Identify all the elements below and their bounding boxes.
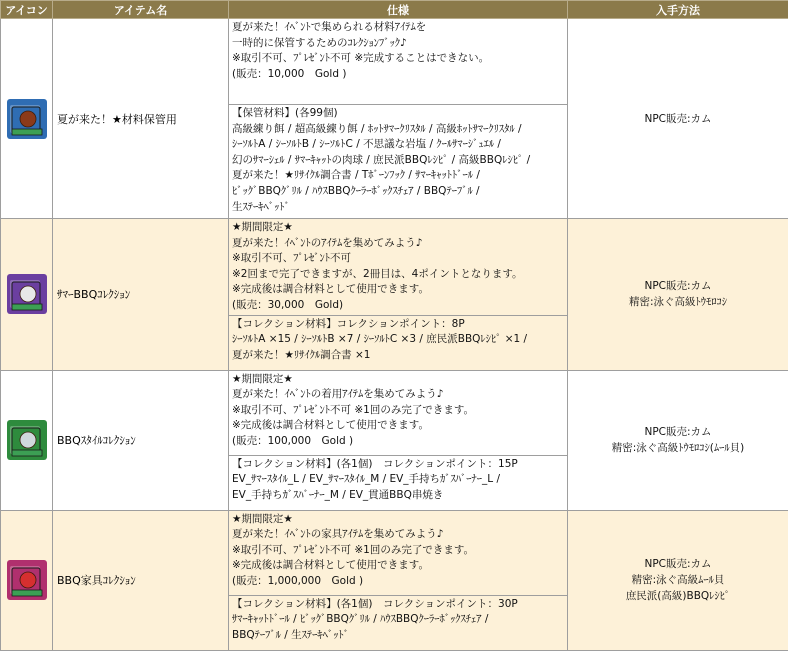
icon-cell <box>1 370 53 510</box>
item-name: ｻﾏｰBBQｺﾚｸｼｮﾝ <box>53 219 229 371</box>
spec-line: BBQﾃｰﾌﾞﾙ / 生ｽﾃｰｷﾍﾞｯﾄﾞ <box>232 628 564 644</box>
spec-line: ※取引不可、ﾌﾟﾚｾﾞﾝﾄ不可 ※1回のみ完了できます。 <box>232 403 564 419</box>
spec-line: ｼｰｿﾙﾄA ×15 / ｼｰｿﾙﾄB ×7 / ｼｰｿﾙﾄC ×3 / 庶民派BBQﾚｼﾋﾟ ×1 / <box>232 332 564 348</box>
spec-line: 生ｽﾃｰｷﾍﾞｯﾄﾞ <box>232 200 564 216</box>
obtain-line: NPC販売:カム <box>568 111 788 127</box>
table-row <box>1 510 788 595</box>
spec-line: EV_手持ちｶﾞｽﾊﾞｰﾅｰ_M / EV_貫通BBQ串焼き <box>232 488 564 504</box>
spec-line: ※取引不可、ﾌﾟﾚｾﾞﾝﾄ不可 ※1回のみ完了できます。 <box>232 543 564 559</box>
spec-line: 夏が来た！★ﾘｻｲｸﾙ調合書 / Tﾎﾞｰﾝﾌｯｸ / ｻﾏｰｷｬｯﾄﾄﾞｰﾙ / <box>232 168 564 184</box>
spec-line: 高級練り餌 / 超高級練り餌 / ﾎｯﾄｻﾏｰｸﾘｽﾀﾙ / 高級ﾎｯﾄｻﾏｰｸﾘｽﾀﾙ / <box>232 122 564 138</box>
spec-materials <box>229 595 568 650</box>
spec-line: ※完成後は調合材料として使用できます。 <box>232 558 564 574</box>
icon-cell <box>1 19 53 219</box>
header-icon: アイコン <box>1 1 53 19</box>
spec-materials <box>229 105 568 219</box>
obtain-line: NPC販売:カム <box>568 278 788 294</box>
obtain-method <box>568 510 788 650</box>
spec-line: 幻のｻﾏｰｼｪﾙ / ｻﾏｰｷｬｯﾄの肉球 / 庶民派BBQﾚｼﾋﾟ / 高級BBQﾚｼﾋﾟ / <box>232 153 564 169</box>
spec-materials <box>229 315 568 370</box>
spec-line: ※取引不可、ﾌﾟﾚｾﾞﾝﾄ不可 <box>232 251 564 267</box>
spec-line: ※2回まで完了できますが、2冊目は、4ポイントとなります。 <box>232 267 564 283</box>
spec-line: ﾋﾞｯｸﾞBBQｸﾞﾘﾙ / ﾊｳｽBBQｸｰﾗｰﾎﾞｯｸｽﾁｪｱ / BBQﾃｰﾌﾞﾙ / <box>232 184 564 200</box>
spec-line: 夏が来た！ｲﾍﾞﾝﾄの家具ｱｲﾃﾑを集めてみよう♪ <box>232 527 564 543</box>
magenta-book-icon <box>7 560 47 600</box>
header-name: アイテム名 <box>53 1 229 19</box>
spec-line: 夏が来た！★ﾘｻｲｸﾙ調合書 ×1 <box>232 348 564 364</box>
table-row <box>1 219 788 316</box>
spec-description <box>229 370 568 455</box>
spec-line: ｼｰｿﾙﾄA / ｼｰｿﾙﾄB / ｼｰｿﾙﾄC / 不思議な岩塩 / ｸｰﾙｻﾏｰｼﾞｭｴﾙ / <box>232 137 564 153</box>
spec-line: 夏が来た！ｲﾍﾞﾝﾄのｱｲﾃﾑを集めてみよう♪ <box>232 236 564 252</box>
spec-line: ★期間限定★ <box>232 512 564 528</box>
spec-line: (販売：100,000 Gold ) <box>232 434 564 450</box>
spec-line: (販売：30,000 Gold) <box>232 298 564 314</box>
spec-line: 一時的に保管するためのｺﾚｸｼｮﾝﾌﾞｯｸ♪ <box>232 36 564 52</box>
obtain-line: 精密:泳ぐ高級ﾄｳﾓﾛｺｼ <box>568 294 788 310</box>
spec-line: 夏が来た！ｲﾍﾞﾝﾄの着用ｱｲﾃﾑを集めてみよう♪ <box>232 387 564 403</box>
spec-line: ※完成後は調合材料として使用できます。 <box>232 282 564 298</box>
obtain-line: 精密:泳ぐ高級ﾄｳﾓﾛｺｼ(ﾑｰﾙ貝) <box>568 440 788 456</box>
table-row <box>1 19 788 105</box>
spec-description <box>229 219 568 316</box>
icon-cell <box>1 510 53 650</box>
spec-line: 【コレクション材料】(各1個) コレクションポイント：15P <box>232 457 564 473</box>
icon-cell <box>1 219 53 371</box>
spec-description <box>229 510 568 595</box>
obtain-line: NPC販売:カム <box>568 556 788 572</box>
spec-line: 【コレクション材料】コレクションポイント：8P <box>232 317 564 333</box>
header-row <box>1 1 788 19</box>
item-name: BBQｽﾀｲﾙｺﾚｸｼｮﾝ <box>53 370 229 510</box>
spec-description <box>229 19 568 105</box>
spec-line: ★期間限定★ <box>232 372 564 388</box>
purple-book-icon <box>7 274 47 314</box>
obtain-method <box>568 370 788 510</box>
header-spec: 仕様 <box>229 1 568 19</box>
spec-line: (販売：10,000 Gold ) <box>232 67 564 83</box>
item-name: 夏が来た！★材料保管用 <box>53 19 229 219</box>
spec-line: ｻﾏｰｷｬｯﾄﾄﾞｰﾙ / ﾋﾞｯｸﾞBBQｸﾞﾘﾙ / ﾊｳｽBBQｸｰﾗｰﾎﾞｯｸｽﾁｪｱ / <box>232 612 564 628</box>
header-obtain: 入手方法 <box>568 1 788 19</box>
obtain-line: 精密:泳ぐ高級ﾑｰﾙ貝 <box>568 572 788 588</box>
green-book-icon <box>7 420 47 460</box>
spec-line: 【コレクション材料】(各1個) コレクションポイント：30P <box>232 597 564 613</box>
table-row <box>1 370 788 455</box>
obtain-method <box>568 19 788 219</box>
spec-line: (販売：1,000,000 Gold ) <box>232 574 564 590</box>
obtain-line: NPC販売:カム <box>568 424 788 440</box>
spec-line: 【保管材料】(各99個) <box>232 106 564 122</box>
spec-line: EV_ｻﾏｰｽﾀｲﾙ_L / EV_ｻﾏｰｽﾀｲﾙ_M / EV_手持ちｶﾞｽﾊﾞｰﾅｰ_L / <box>232 472 564 488</box>
obtain-method <box>568 219 788 371</box>
item-name: BBQ家具ｺﾚｸｼｮﾝ <box>53 510 229 650</box>
spec-line: ※取引不可、ﾌﾟﾚｾﾞﾝﾄ不可 ※完成することはできない。 <box>232 51 564 67</box>
spec-line: ※完成後は調合材料として使用できます。 <box>232 418 564 434</box>
brown-book-icon <box>7 99 47 139</box>
spec-materials <box>229 455 568 510</box>
spec-line: 夏が来た！ｲﾍﾞﾝﾄで集められる材料ｱｲﾃﾑを <box>232 20 564 36</box>
spec-line: ★期間限定★ <box>232 220 564 236</box>
obtain-line: 庶民派(高級)BBQﾚｼﾋﾟ <box>568 588 788 604</box>
